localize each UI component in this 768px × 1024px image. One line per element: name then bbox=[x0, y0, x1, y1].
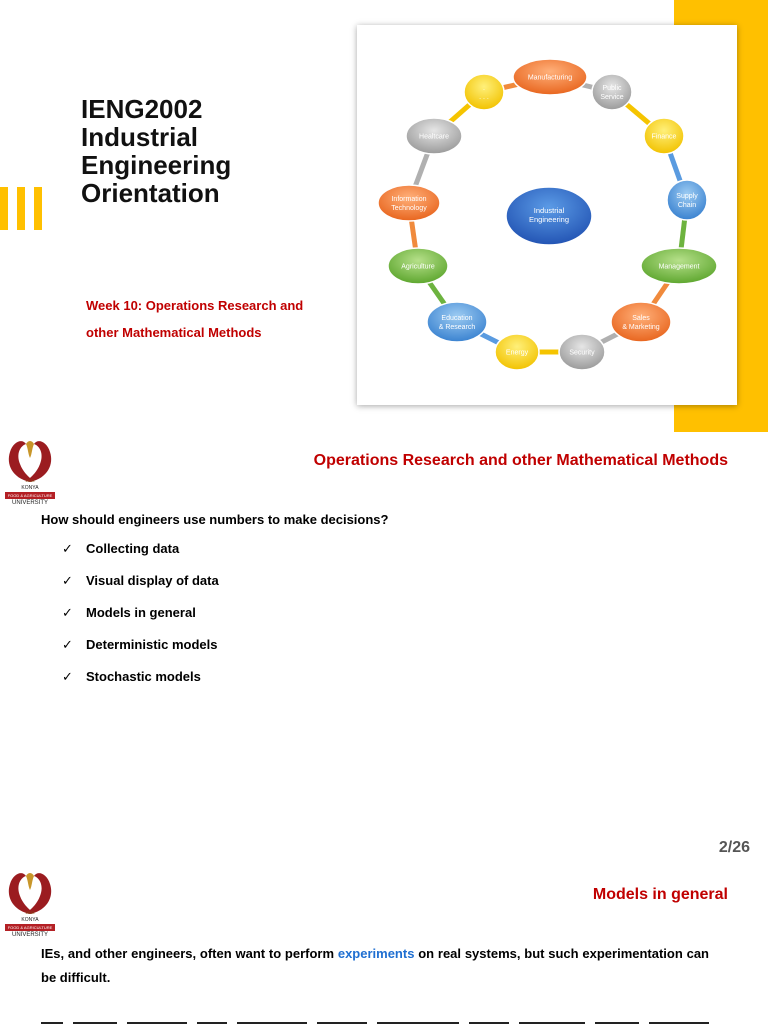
title-line: IENG2002 bbox=[81, 94, 203, 124]
list-item bbox=[62, 605, 219, 637]
field-node bbox=[464, 74, 504, 110]
university-emblem-icon bbox=[4, 434, 56, 486]
field-node bbox=[644, 118, 684, 154]
field-node bbox=[592, 74, 632, 110]
field-node-label: Management bbox=[658, 263, 700, 271]
paragraph-text: on real systems, but such experimentation can be difficult. bbox=[41, 946, 709, 985]
topic-label: Collecting data bbox=[86, 541, 180, 556]
list-item bbox=[62, 541, 219, 573]
field-node-shape bbox=[592, 74, 632, 110]
field-node-label: Agriculture bbox=[401, 263, 435, 271]
week-subtitle: Week 10: Operations Research and other Mathematical Methods bbox=[86, 298, 304, 340]
title-line: Engineering bbox=[81, 150, 232, 180]
checkmark-icon: ✓ bbox=[62, 541, 73, 556]
field-node bbox=[641, 248, 717, 284]
field-node-label: Manufacturing bbox=[527, 74, 573, 82]
topics-slide bbox=[0, 432, 768, 864]
title-slide bbox=[0, 0, 768, 432]
logo-sub: UNIVERSITY bbox=[11, 500, 48, 506]
models-slide bbox=[0, 864, 768, 1024]
field-node bbox=[667, 180, 707, 220]
title-line: Industrial bbox=[81, 122, 199, 152]
field-node-label: Healtcare bbox=[419, 133, 449, 141]
ie-fields-svg bbox=[357, 25, 737, 405]
field-node-shape bbox=[667, 180, 707, 220]
field-node bbox=[495, 334, 539, 370]
highlight-term: experiments bbox=[337, 946, 415, 961]
field-node bbox=[513, 59, 587, 95]
list-item bbox=[62, 637, 219, 669]
slide-heading: Models in general bbox=[592, 886, 728, 903]
logo-band: FOOD & AGRICULTURE bbox=[5, 924, 55, 931]
logo-year: 2013 bbox=[25, 478, 35, 483]
logo-band: FOOD & AGRICULTURE bbox=[5, 492, 55, 499]
field-node-label: Supply Chain bbox=[676, 193, 698, 209]
topic-list bbox=[62, 541, 219, 701]
field-node-shape bbox=[378, 185, 440, 221]
field-node-label: Sales & Marketing bbox=[622, 315, 660, 331]
field-node-label: Energy bbox=[505, 349, 529, 357]
logo-name: KONYA bbox=[21, 485, 39, 491]
field-node-shape bbox=[611, 302, 671, 342]
logo-year: 2013 bbox=[25, 910, 35, 915]
ie-fields-diagram bbox=[357, 25, 737, 405]
field-node bbox=[427, 302, 487, 342]
slide-heading: Operations Research and other Mathematical Methods bbox=[313, 452, 728, 469]
logo-name: KONYA bbox=[21, 917, 39, 923]
checkmark-icon: ✓ bbox=[62, 573, 73, 588]
checkmark-icon: ✓ bbox=[62, 605, 73, 620]
logo-sub: UNIVERSITY bbox=[11, 932, 48, 938]
topic-label: Deterministic models bbox=[86, 637, 218, 652]
university-logo bbox=[4, 866, 56, 946]
course-title bbox=[81, 95, 351, 207]
intro-paragraph bbox=[41, 942, 709, 990]
checkmark-icon: ✓ bbox=[62, 637, 73, 652]
topic-label: Models in general bbox=[86, 605, 196, 620]
page-number: 2/26 bbox=[718, 839, 750, 856]
accent-stripes bbox=[0, 187, 46, 230]
field-node-shape bbox=[464, 74, 504, 110]
field-node-label: Public Service bbox=[600, 85, 624, 101]
field-node-label: . . . . bbox=[479, 85, 489, 101]
field-node bbox=[559, 334, 605, 370]
title-line: Orientation bbox=[81, 178, 220, 208]
field-node-label: Security bbox=[569, 349, 595, 357]
field-node-label: Finance bbox=[651, 133, 677, 141]
list-item bbox=[62, 669, 219, 701]
field-node bbox=[611, 302, 671, 342]
lead-question: How should engineers use numbers to make decisions? bbox=[41, 512, 389, 527]
topic-label: Visual display of data bbox=[86, 573, 219, 588]
field-node bbox=[388, 248, 448, 284]
field-node bbox=[378, 185, 440, 221]
field-node-label: Information Technology bbox=[391, 196, 427, 212]
university-emblem-icon bbox=[4, 866, 56, 918]
university-logo bbox=[4, 434, 56, 514]
field-node-shape bbox=[427, 302, 487, 342]
paragraph-text: IEs, and other engineers, often want to perform bbox=[41, 946, 338, 961]
field-node bbox=[406, 118, 462, 154]
list-item bbox=[62, 573, 219, 605]
checkmark-icon: ✓ bbox=[62, 669, 73, 684]
center-node bbox=[506, 187, 592, 245]
cut-off-text-line bbox=[41, 1018, 709, 1024]
center-node-label: Industrial Engineering bbox=[528, 206, 570, 224]
field-node-label: Education & Research bbox=[438, 315, 476, 331]
topic-label: Stochastic models bbox=[86, 669, 201, 684]
